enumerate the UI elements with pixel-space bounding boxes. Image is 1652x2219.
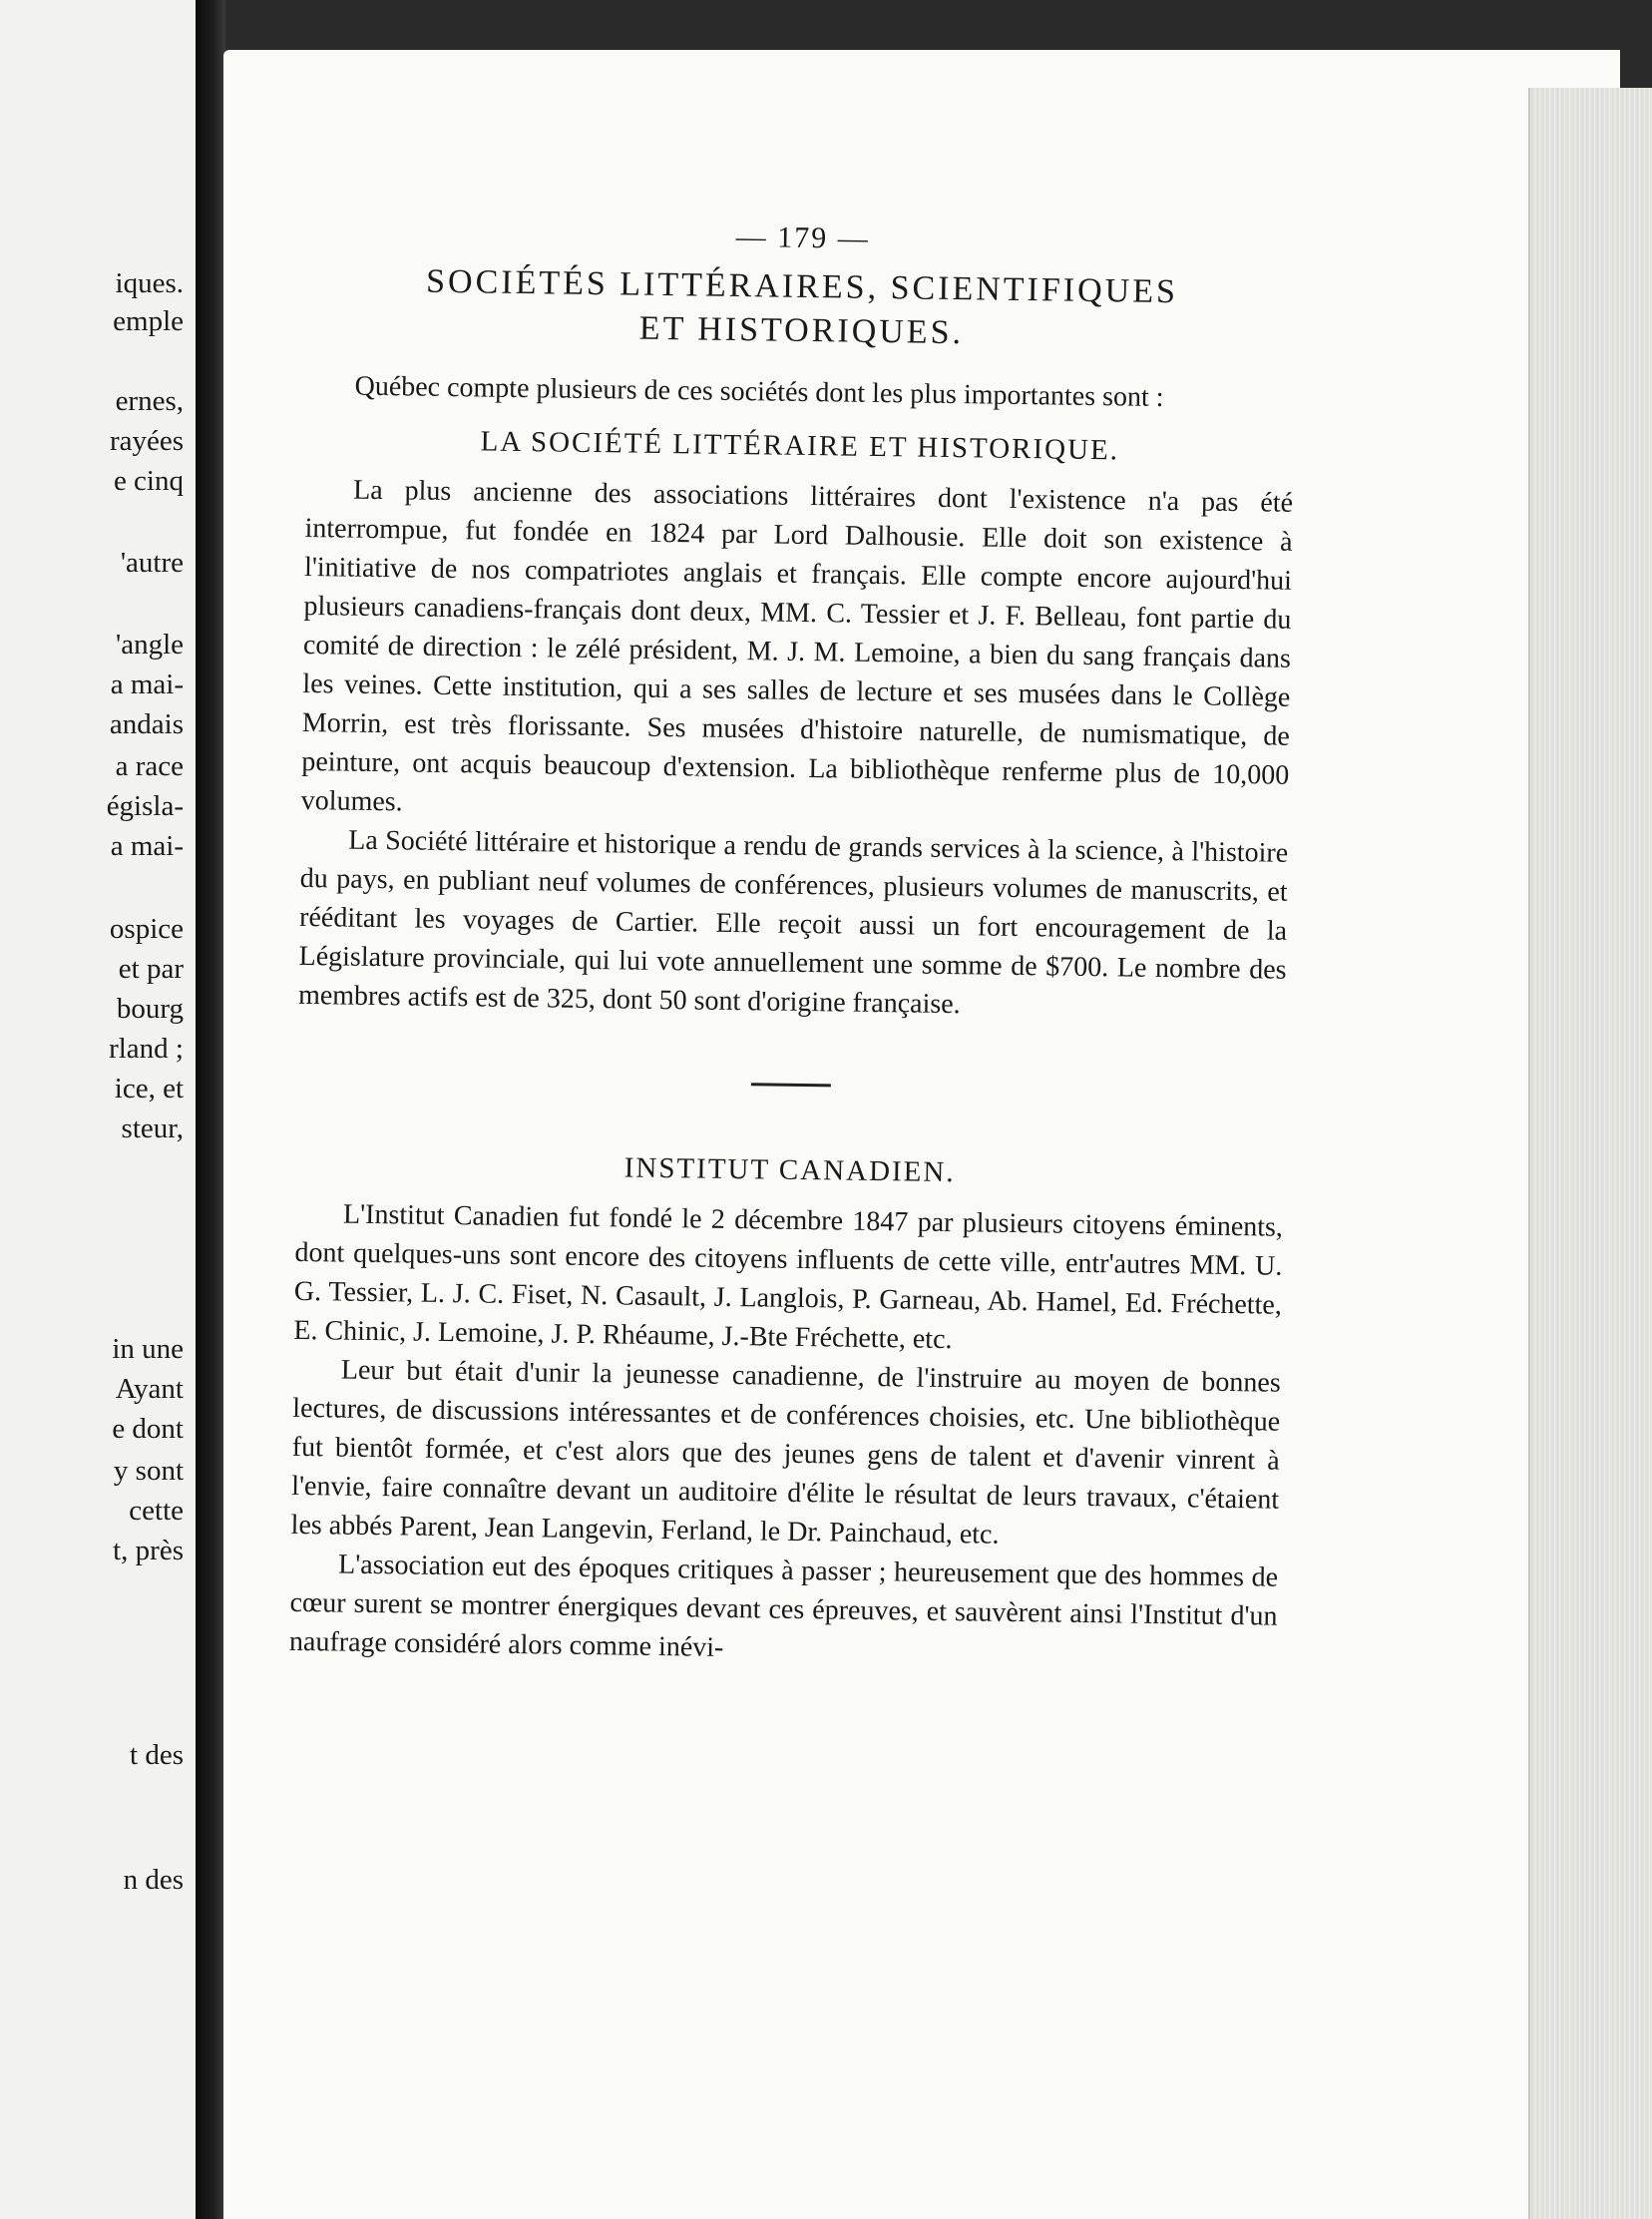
- left-page-fragment: e dont: [112, 1413, 184, 1445]
- section-heading-societe: LA SOCIÉTÉ LITTÉRAIRE ET HISTORIQUE.: [480, 425, 1120, 467]
- left-page-fragment: et par: [118, 953, 184, 985]
- left-page-fragment: ice, et: [114, 1073, 184, 1105]
- left-page-fragment: t des: [130, 1739, 184, 1771]
- page-content: [289, 215, 1297, 1675]
- left-page-fragment: égisla-: [106, 790, 184, 822]
- title-line-1: SOCIÉTÉS LITTÉRAIRES, SCIENTIFIQUES: [425, 262, 1179, 311]
- left-page-fragment: n des: [123, 1864, 184, 1896]
- left-page-fragment: andais: [109, 708, 184, 740]
- left-page-fragment: rayées: [109, 425, 184, 457]
- page-title: [307, 258, 1296, 360]
- paragraph: La Société littéraire et historique a rendu de grands services à la science, à l'histoire du pays, en publiant neuf volumes de conférences, plusieurs volumes de manuscrits, et rééditant les voyages de Cartier. Elle reçoit aussi un fort encouragement de la Législature provinciale, qui lui vote annuellement une somme de $700. Le nombre des membres actifs est de 325, dont 50 sont d'origine française.: [297, 824, 1289, 1021]
- title-line-2: ET HISTORIQUES.: [638, 309, 965, 352]
- left-page-fragment: t, près: [113, 1535, 184, 1566]
- left-page-fragment: 'autre: [120, 547, 184, 579]
- page-number: — 179 —: [735, 220, 870, 255]
- left-page-fragment: a mai-: [110, 668, 184, 700]
- paragraph: La plus ancienne des associations littéraires dont l'existence n'a pas été interrompue, fut fondée en 1824 par Lord Dalhousie. Elle doit son existence à l'initiative de nos compatriotes anglais et français. Elle compte encore aujourd'hui plusieurs canadiens-français dont deux, MM. C. Tessier et J. F. Belleau, font partie du comité de direction : le zélé président, M. J. M. Lemoine, a bien du sang français dans les veines. Cette institution, qui a ses salles de lecture et ses musées dans le Collège Morrin, est très florissante. Ses musées d'histoire naturelle, de numismatique, de peinture, ont acquis beaucoup d'extension. La bibliothèque renferme plus de 10,000 volumes.: [300, 474, 1294, 818]
- left-page-fragment: ospice: [109, 913, 184, 945]
- left-page-fragment: in une: [112, 1333, 184, 1365]
- left-page-fragment: iques.: [115, 267, 184, 299]
- paragraph: L'association eut des époques critiques à passer ; heureusement que des hommes de cœur surent se montrer énergiques devant ces épreuves, et sauvèrent ainsi l'Institut d'un naufrage considéré alors comme inévi-: [288, 1549, 1279, 1663]
- book-gutter: [196, 0, 225, 2219]
- section-divider: [751, 1083, 831, 1087]
- page-stack-edge: [1528, 88, 1652, 2219]
- left-page-fragment: 'angle: [115, 629, 184, 661]
- paragraph: L'Institut Canadien fut fondé le 2 décembre 1847 par plusieurs citoyens éminents, dont quelques-uns sont encore des citoyens influents de cette ville, entr'autres MM. U. G. Tessier, L. J. C. Fiset, N. Casault, J. Langlois, P. Garneau, Ab. Hamel, Ed. Fréchette, E. Chinic, J. Lemoine, J. P. Rhéaume, J.-Bte Fréchette, etc.: [293, 1198, 1284, 1356]
- left-page-fragment: rland ;: [109, 1033, 184, 1065]
- left-page-fragment: y sont: [113, 1455, 184, 1487]
- left-page-fragment: steur,: [121, 1112, 184, 1144]
- left-page-fragment: emple: [113, 305, 184, 337]
- left-page-fragment: a race: [115, 750, 184, 782]
- section-heading-institut: INSTITUT CANADIEN.: [623, 1151, 956, 1189]
- left-page: [0, 0, 200, 2219]
- left-page-fragment: bourg: [116, 993, 184, 1025]
- left-page-fragment: ernes,: [115, 385, 184, 417]
- paragraph: Leur but était d'unir la jeunesse canadienne, de l'instruire au moyen de bonnes lectures, de discussions intéressantes et de conférences choisies, etc. Une bibliothèque fut bientôt formée, et c'est alors que des jeunes gens de talent et d'avenir vinrent à l'envie, faire connaître devant un auditoire d'élite le résultat de leurs travaux, c'étaient les abbés Parent, Jean Langevin, Ferland, le Dr. Painchaud, etc.: [290, 1354, 1281, 1551]
- left-page-fragment: e cinq: [113, 465, 184, 497]
- left-page-fragment: cette: [129, 1495, 184, 1527]
- left-page-fragment: a mai-: [110, 830, 184, 862]
- intro-paragraph: Québec compte plusieurs de ces sociétés dont les plus importantes sont :: [354, 370, 1164, 413]
- left-page-fragment: Ayant: [115, 1373, 184, 1405]
